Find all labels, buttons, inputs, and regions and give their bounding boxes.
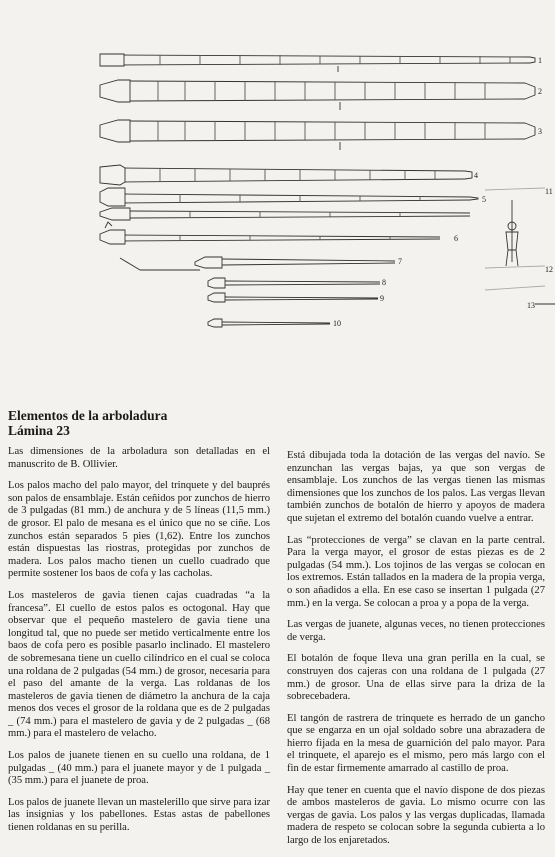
spar-number: 8 [382,278,386,287]
article-subtitle: Lámina 23 [8,423,70,438]
article-title: Elementos de la arboladura [8,408,168,423]
spar-number: 6 [454,234,458,243]
spar-number: 9 [380,294,384,303]
spar-1 [100,54,535,72]
spar-7 [120,257,395,270]
spar-number: 11 [545,187,553,196]
spar-number: 1 [538,56,542,65]
spar-9 [208,293,378,302]
spar-number: 2 [538,87,542,96]
paragraph: Hay que tener en cuenta que el navío dispone de dos piezas de ambos masteleros de gavia. Lo mismo ocurre con las vergas de gavia. Los palos y las vergas duplicadas, llamada madera de respeto se colocan sobre la segunda cubierta a lo largo de los enjaretados. [287,784,545,847]
spar-2 [100,80,535,110]
spar-number: 12 [545,265,553,274]
spar-8 [208,278,380,288]
paragraph: Las “protecciones de verga” se clavan en la parte central. Para la verga mayor, el grosor de estas piezas es de 2 pulgadas (54 mm.). Los tojinos de las vergas se colocan en los extremos. Están tallados en la madera de la propia verga, o son añadidos a ella. En ese caso se insertan 1 pulgada (27 mm.) en la verga. Se colocan a proa y a popa de la verga. [287,534,545,609]
spar-number: 5 [482,195,486,204]
spar-number: 3 [538,127,542,136]
spar-5 [100,188,478,206]
paragraph: El tangón de rastrera de trinquete es herrado de un gancho que se engarza en un ojal soldado sobre una abrazadera de hierro fijada en la mesa de guarnición del palo mayor. Para el trinquete, el aparejo es el mismo, pero más largo con el fin de estar firmemente amarrado al castillo de proa. [287,712,545,775]
spar-10 [208,319,330,327]
paragraph: Los palos de juanete llevan un mastelerillo que sirve para izar las insignias y los pabellones. Estas astas de pabellones tienen roldanas en su perilla. [8,796,270,834]
paragraph: Las vergas de juanete, algunas veces, no tienen protecciones de verga. [287,619,545,643]
paragraph: Los palos macho del palo mayor, del trinquete y del bauprés son palos de ensamblaje. Están ceñidos por zunchos de hierro de 3 pulgadas (81 mm.) de anchura y de 5 líneas (11,5 mm.) de grosor. El palo de mesana es el único que no se ciñe. Los zunchos están separados 5 pies (1,62). Entre los zunchos están dispuestas las riostras, protegidas por zunchos de madera. Los palos macho tienen un cuello cuadrado que permite sostener los baos de cofa y las cacholas. [8,480,270,580]
spar-number: 13 [527,301,535,310]
mast-plate-drawing [0,0,555,400]
spar-6 [100,208,470,244]
spar-number: 7 [398,257,402,266]
paragraph: Las dimensiones de la arboladura son detalladas en el manuscrito de B. Ollivier. [8,446,270,470]
article-heading [8,408,167,438]
left-column [8,446,270,844]
paragraph: Los palos de juanete tienen en su cuello una roldana, de 1 pulgadas _ (40 mm.) para el juanete mayor y de 1 pulgada _ (35 mm.) para el juanete de proa. [8,750,270,787]
spar-number: 10 [333,319,341,328]
spar-number: 4 [474,171,478,180]
spar-4 [100,165,472,185]
paragraph: Los masteleros de gavia tienen cajas cuadradas “a la francesa”. El cuello de estos palos es octogonal. Hay que observar que el pequeño mastelero de gavia tiene una longitud tal, que no puede ser metido verticalmente entre los baos de cofa pero es posible pasarlo inclinado. El mastelero de sobremesana tiene un cuello cilíndrico en el cual se coloca una roldana de 2 pulgadas (54 mm.) de grosor, necesaria para el paso del amante de la verga. Las roldanas de los masteleros de gavia tienen de diámetro la anchura de la caja menos dos veces el grosor de la roldana que es de 2 pulgadas _ (74 mm.) para el mastelero de gavia y de 2 pulgadas _ (68 mm.) para el mastelero de velacho. [8,589,270,740]
spar-3 [100,120,535,150]
spar-11-12-ghost [485,188,545,290]
paragraph: El botalón de foque lleva una gran perilla en la cual, se construyen dos cajeras con una roldana de 1 pulgada (27 mm.) de grosor. Una de ellas sirve para la driza de la sobrecebadera. [287,653,545,703]
right-column [287,450,545,857]
paragraph: Está dibujada toda la dotación de las vergas del navío. Se enzunchan las vergas bajas, ya que son vergas de ensamblaje. Los zunchos de las vergas tienen las mismas dimensiones que los zunchos de los palos. Las vergas llevan también zunchos de botalón de hierro y apoyos de madera que sujetan el extremo del botalón cuando vuelve a entrar. [287,450,545,524]
flagstaff-figure [506,200,518,266]
